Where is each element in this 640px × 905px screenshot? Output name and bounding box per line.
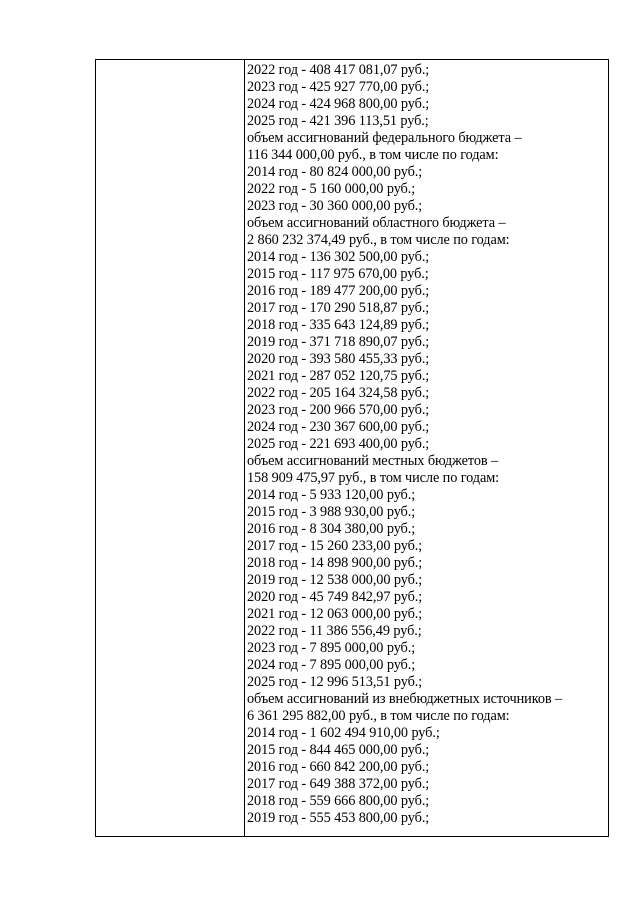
text-line: 2015 год - 117 975 670,00 руб.;	[247, 266, 429, 282]
section-total-line: 2 860 232 374,49 руб., в том числе по годам:	[247, 232, 510, 248]
text-line: 2017 год - 649 388 372,00 руб.;	[247, 776, 430, 792]
text-line: 2025 год - 12 996 513,51 руб.;	[247, 674, 423, 690]
section-total-line: 6 361 295 882,00 руб., в том числе по годам:	[247, 708, 510, 724]
text-line: 2016 год - 189 477 200,00 руб.;	[247, 283, 430, 299]
text-line: 2021 год - 287 052 120,75 руб.;	[247, 368, 430, 384]
text-line: 2014 год - 5 933 120,00 руб.;	[247, 487, 416, 503]
text-line: 2018 год - 335 643 124,89 руб.;	[247, 317, 430, 333]
text-line: 2025 год - 421 396 113,51 руб.;	[247, 113, 429, 129]
table-label-cell	[96, 60, 245, 836]
text-line: 2022 год - 408 417 081,07 руб.;	[247, 62, 430, 78]
text-line: 2017 год - 170 290 518,87 руб.;	[247, 300, 430, 316]
text-line: 2014 год - 1 602 494 910,00 руб.;	[247, 725, 440, 741]
text-line: 2019 год - 12 538 000,00 руб.;	[247, 572, 423, 588]
text-line: 2023 год - 7 895 000,00 руб.;	[247, 640, 416, 656]
text-line: 2022 год - 5 160 000,00 руб.;	[247, 181, 416, 197]
text-line: 2018 год - 559 666 800,00 руб.;	[247, 793, 430, 809]
text-line: 2025 год - 221 693 400,00 руб.;	[247, 436, 430, 452]
text-line: 2018 год - 14 898 900,00 руб.;	[247, 555, 423, 571]
section-heading-line: объем ассигнований областного бюджета –	[247, 215, 506, 231]
text-line: 2019 год - 371 718 890,07 руб.;	[247, 334, 430, 350]
text-line: 2024 год - 230 367 600,00 руб.;	[247, 419, 430, 435]
section-total-line: 116 344 000,00 руб., в том числе по годам:	[247, 147, 499, 163]
text-line: 2016 год - 8 304 380,00 руб.;	[247, 521, 416, 537]
text-line: 2023 год - 425 927 770,00 руб.;	[247, 79, 430, 95]
section-total-line: 158 909 475,97 руб., в том числе по годам:	[247, 470, 500, 486]
text-line: 2017 год - 15 260 233,00 руб.;	[247, 538, 423, 554]
text-line: 2024 год - 424 968 800,00 руб.;	[247, 96, 430, 112]
text-line: 2019 год - 555 453 800,00 руб.;	[247, 810, 430, 826]
text-line: 2015 год - 3 988 930,00 руб.;	[247, 504, 416, 520]
text-line: 2022 год - 205 164 324,58 руб.;	[247, 385, 430, 401]
text-line: 2020 год - 393 580 455,33 руб.;	[247, 351, 430, 367]
section-heading-line: объем ассигнований местных бюджетов –	[247, 453, 499, 469]
text-line: 2021 год - 12 063 000,00 руб.;	[247, 606, 423, 622]
section-heading-line: объем ассигнований из внебюджетных источников –	[247, 691, 563, 707]
text-line: 2016 год - 660 842 200,00 руб.;	[247, 759, 430, 775]
section-heading-line: объем ассигнований федерального бюджета –	[247, 130, 522, 146]
text-line: 2015 год - 844 465 000,00 руб.;	[247, 742, 430, 758]
text-line: 2024 год - 7 895 000,00 руб.;	[247, 657, 416, 673]
funding-table	[95, 59, 609, 837]
text-line: 2022 год - 11 386 556,49 руб.;	[247, 623, 422, 639]
text-line: 2014 год - 136 302 500,00 руб.;	[247, 249, 430, 265]
text-line: 2023 год - 200 966 570,00 руб.;	[247, 402, 430, 418]
text-line: 2023 год - 30 360 000,00 руб.;	[247, 198, 423, 214]
table-value-cell	[245, 60, 608, 836]
text-line: 2020 год - 45 749 842,97 руб.;	[247, 589, 423, 605]
text-line: 2014 год - 80 824 000,00 руб.;	[247, 164, 423, 180]
